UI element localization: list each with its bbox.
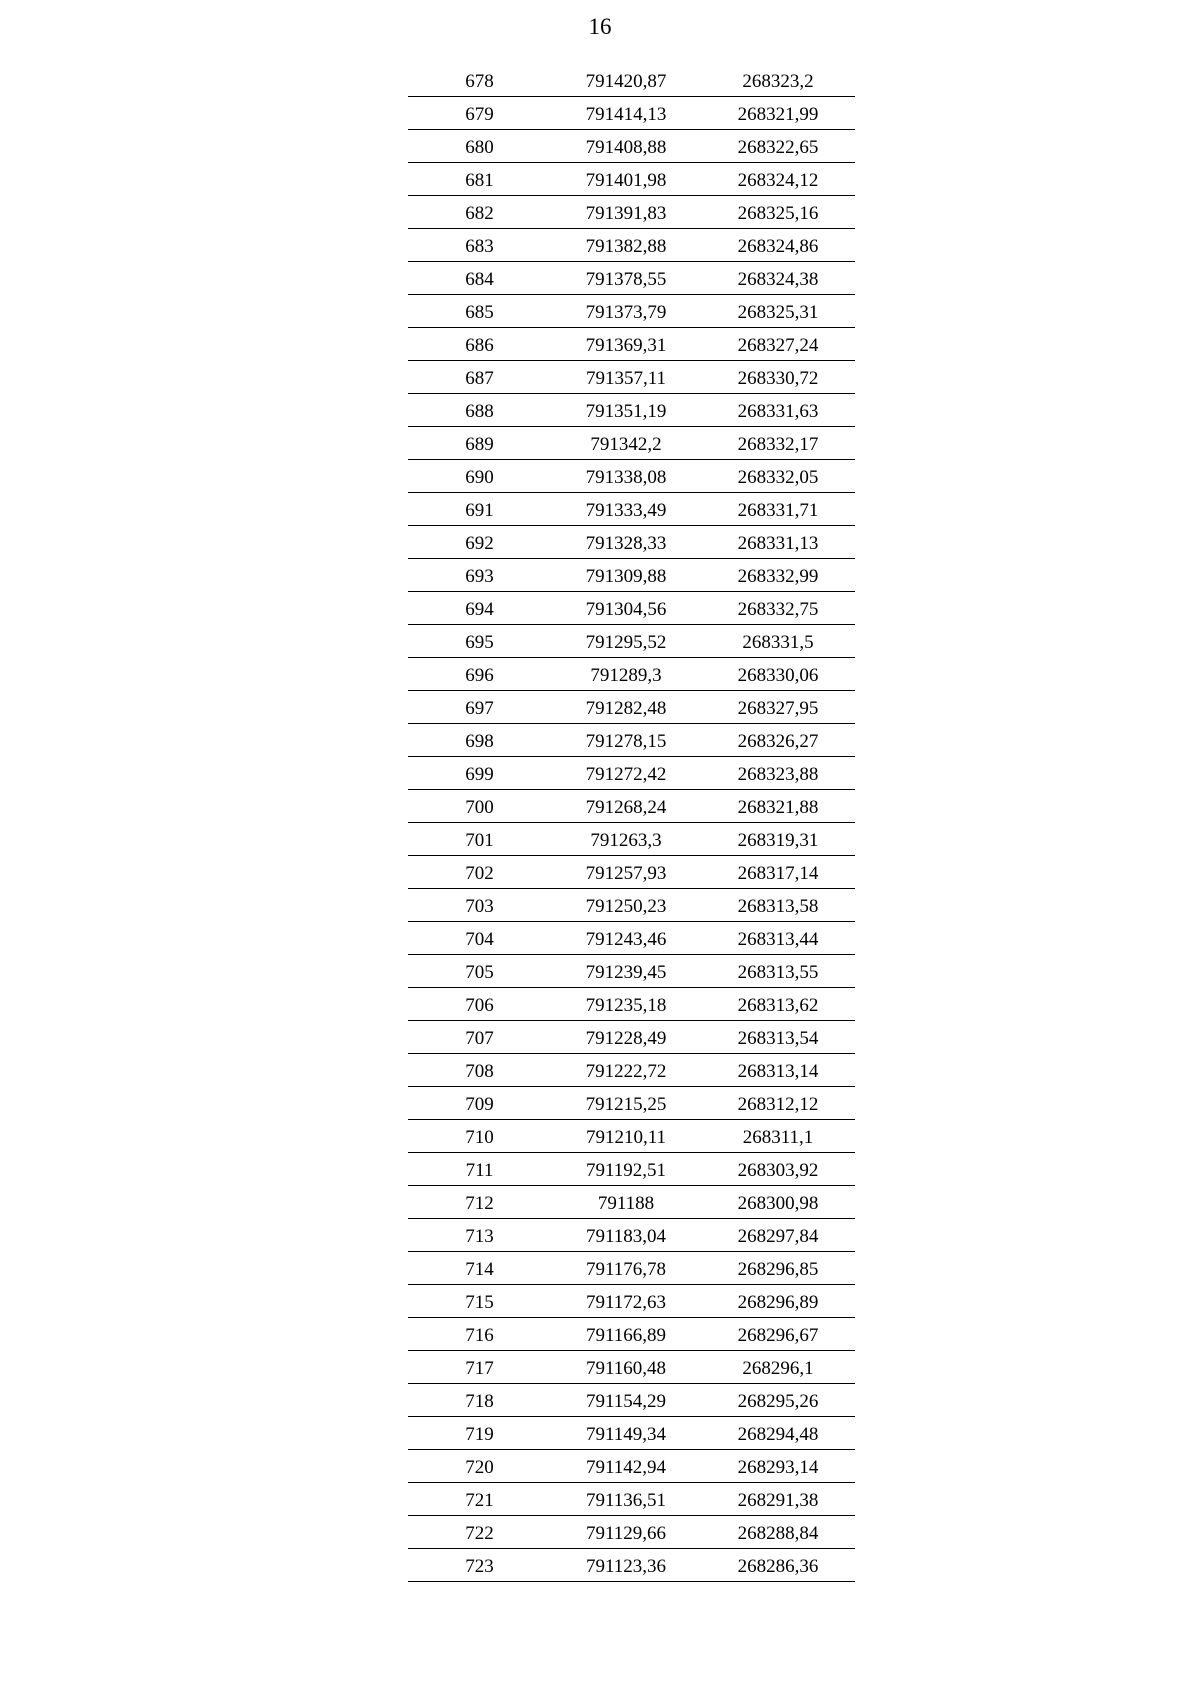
x-coordinate-cell: 791222,72 bbox=[585, 1061, 667, 1082]
point-number-cell: 689 bbox=[465, 434, 494, 455]
table-row bbox=[408, 427, 855, 460]
table-row bbox=[408, 1549, 855, 1582]
x-coordinate-cell: 791328,33 bbox=[585, 533, 667, 554]
point-number-cell: 678 bbox=[465, 71, 494, 92]
table-row bbox=[408, 1318, 855, 1351]
x-coordinate-cell: 791239,45 bbox=[585, 962, 667, 983]
y-coordinate-cell: 268327,95 bbox=[737, 698, 819, 719]
point-number-cell: 679 bbox=[465, 104, 494, 125]
x-coordinate-cell: 791243,46 bbox=[585, 929, 667, 950]
y-coordinate-cell: 268330,72 bbox=[737, 368, 819, 389]
point-number-cell: 693 bbox=[465, 566, 494, 587]
table-row bbox=[408, 1087, 855, 1120]
x-coordinate-cell: 791304,56 bbox=[585, 599, 667, 620]
point-number-cell: 680 bbox=[465, 137, 494, 158]
y-coordinate-cell: 268313,62 bbox=[737, 995, 819, 1016]
table-row bbox=[408, 1219, 855, 1252]
point-number-cell: 690 bbox=[465, 467, 494, 488]
x-coordinate-cell: 791188 bbox=[597, 1193, 655, 1214]
point-number-cell: 686 bbox=[465, 335, 494, 356]
point-number-cell: 699 bbox=[465, 764, 494, 785]
table-row bbox=[408, 955, 855, 988]
point-number-cell: 716 bbox=[465, 1325, 494, 1346]
y-coordinate-cell: 268288,84 bbox=[737, 1523, 819, 1544]
y-coordinate-cell: 268331,63 bbox=[737, 401, 819, 422]
point-number-cell: 681 bbox=[465, 170, 494, 191]
y-coordinate-cell: 268312,12 bbox=[737, 1094, 819, 1115]
x-coordinate-cell: 791378,55 bbox=[585, 269, 667, 290]
point-number-cell: 710 bbox=[465, 1127, 494, 1148]
point-number-cell: 703 bbox=[465, 896, 494, 917]
point-number-cell: 722 bbox=[465, 1523, 494, 1544]
point-number-cell: 717 bbox=[465, 1358, 494, 1379]
point-number-cell: 700 bbox=[465, 797, 494, 818]
point-number-cell: 707 bbox=[465, 1028, 494, 1049]
y-coordinate-cell: 268313,54 bbox=[737, 1028, 819, 1049]
y-coordinate-cell: 268319,31 bbox=[737, 830, 819, 851]
y-coordinate-cell: 268317,14 bbox=[737, 863, 819, 884]
y-coordinate-cell: 268321,88 bbox=[737, 797, 819, 818]
x-coordinate-cell: 791272,42 bbox=[585, 764, 667, 785]
y-coordinate-cell: 268297,84 bbox=[737, 1226, 819, 1247]
table-row bbox=[408, 724, 855, 757]
y-coordinate-cell: 268327,24 bbox=[737, 335, 819, 356]
table-row bbox=[408, 394, 855, 427]
point-number-cell: 714 bbox=[465, 1259, 494, 1280]
table-row bbox=[408, 196, 855, 229]
x-coordinate-cell: 791160,48 bbox=[585, 1358, 667, 1379]
point-number-cell: 695 bbox=[465, 632, 494, 653]
table-row bbox=[408, 625, 855, 658]
point-number-cell: 712 bbox=[465, 1193, 494, 1214]
point-number-cell: 701 bbox=[465, 830, 494, 851]
table-row bbox=[408, 922, 855, 955]
y-coordinate-cell: 268325,31 bbox=[737, 302, 819, 323]
point-number-cell: 723 bbox=[465, 1556, 494, 1577]
x-coordinate-cell: 791420,87 bbox=[585, 71, 667, 92]
x-coordinate-cell: 791369,31 bbox=[585, 335, 667, 356]
table-row bbox=[408, 1483, 855, 1516]
x-coordinate-cell: 791351,19 bbox=[585, 401, 667, 422]
table-row bbox=[408, 988, 855, 1021]
table-row bbox=[408, 1252, 855, 1285]
point-number-cell: 682 bbox=[465, 203, 494, 224]
y-coordinate-cell: 268331,71 bbox=[737, 500, 819, 521]
table-row bbox=[408, 856, 855, 889]
point-number-cell: 715 bbox=[465, 1292, 494, 1313]
x-coordinate-cell: 791257,93 bbox=[585, 863, 667, 884]
point-number-cell: 683 bbox=[465, 236, 494, 257]
x-coordinate-cell: 791176,78 bbox=[585, 1259, 667, 1280]
x-coordinate-cell: 791278,15 bbox=[585, 731, 667, 752]
x-coordinate-cell: 791215,25 bbox=[585, 1094, 667, 1115]
table-row bbox=[408, 493, 855, 526]
table-row bbox=[408, 1516, 855, 1549]
table-row bbox=[408, 889, 855, 922]
y-coordinate-cell: 268331,13 bbox=[737, 533, 819, 554]
x-coordinate-cell: 791123,36 bbox=[585, 1556, 667, 1577]
table-row bbox=[408, 1384, 855, 1417]
y-coordinate-cell: 268300,98 bbox=[737, 1193, 819, 1214]
table-row bbox=[408, 130, 855, 163]
point-number-cell: 711 bbox=[465, 1160, 494, 1181]
x-coordinate-cell: 791210,11 bbox=[585, 1127, 667, 1148]
y-coordinate-cell: 268332,99 bbox=[737, 566, 819, 587]
table-row bbox=[408, 1450, 855, 1483]
x-coordinate-cell: 791136,51 bbox=[585, 1490, 667, 1511]
point-number-cell: 702 bbox=[465, 863, 494, 884]
x-coordinate-cell: 791250,23 bbox=[585, 896, 667, 917]
y-coordinate-cell: 268332,75 bbox=[737, 599, 819, 620]
y-coordinate-cell: 268326,27 bbox=[737, 731, 819, 752]
table-row bbox=[408, 790, 855, 823]
table-row bbox=[408, 328, 855, 361]
y-coordinate-cell: 268313,44 bbox=[737, 929, 819, 950]
x-coordinate-cell: 791401,98 bbox=[585, 170, 667, 191]
x-coordinate-cell: 791282,48 bbox=[585, 698, 667, 719]
y-coordinate-cell: 268296,1 bbox=[742, 1358, 814, 1379]
point-number-cell: 685 bbox=[465, 302, 494, 323]
point-number-cell: 694 bbox=[465, 599, 494, 620]
point-number-cell: 705 bbox=[465, 962, 494, 983]
table-row bbox=[408, 691, 855, 724]
point-number-cell: 706 bbox=[465, 995, 494, 1016]
x-coordinate-cell: 791228,49 bbox=[585, 1028, 667, 1049]
x-coordinate-cell: 791192,51 bbox=[585, 1160, 667, 1181]
x-coordinate-cell: 791172,63 bbox=[585, 1292, 667, 1313]
y-coordinate-cell: 268296,89 bbox=[737, 1292, 819, 1313]
table-row bbox=[408, 1021, 855, 1054]
y-coordinate-cell: 268322,65 bbox=[737, 137, 819, 158]
y-coordinate-cell: 268323,88 bbox=[737, 764, 819, 785]
x-coordinate-cell: 791289,3 bbox=[590, 665, 662, 686]
y-coordinate-cell: 268313,58 bbox=[737, 896, 819, 917]
x-coordinate-cell: 791382,88 bbox=[585, 236, 667, 257]
x-coordinate-cell: 791408,88 bbox=[585, 137, 667, 158]
point-number-cell: 688 bbox=[465, 401, 494, 422]
y-coordinate-cell: 268293,14 bbox=[737, 1457, 819, 1478]
y-coordinate-cell: 268323,2 bbox=[742, 71, 814, 92]
table-row bbox=[408, 295, 855, 328]
y-coordinate-cell: 268324,12 bbox=[737, 170, 819, 191]
x-coordinate-cell: 791149,34 bbox=[585, 1424, 667, 1445]
x-coordinate-cell: 791268,24 bbox=[585, 797, 667, 818]
y-coordinate-cell: 268286,36 bbox=[737, 1556, 819, 1577]
table-row bbox=[408, 1153, 855, 1186]
x-coordinate-cell: 791391,83 bbox=[585, 203, 667, 224]
y-coordinate-cell: 268296,67 bbox=[737, 1325, 819, 1346]
table-row bbox=[408, 526, 855, 559]
table-row bbox=[408, 262, 855, 295]
y-coordinate-cell: 268295,26 bbox=[737, 1391, 819, 1412]
point-number-cell: 687 bbox=[465, 368, 494, 389]
point-number-cell: 704 bbox=[465, 929, 494, 950]
y-coordinate-cell: 268313,55 bbox=[737, 962, 819, 983]
x-coordinate-cell: 791235,18 bbox=[585, 995, 667, 1016]
page-number: 16 bbox=[588, 14, 612, 39]
x-coordinate-cell: 791166,89 bbox=[585, 1325, 667, 1346]
x-coordinate-cell: 791154,29 bbox=[585, 1391, 667, 1412]
y-coordinate-cell: 268324,38 bbox=[737, 269, 819, 290]
table-row bbox=[408, 97, 855, 130]
y-coordinate-cell: 268332,17 bbox=[737, 434, 819, 455]
x-coordinate-cell: 791414,13 bbox=[585, 104, 667, 125]
y-coordinate-cell: 268294,48 bbox=[737, 1424, 819, 1445]
y-coordinate-cell: 268291,38 bbox=[737, 1490, 819, 1511]
table-row bbox=[408, 559, 855, 592]
table-row bbox=[408, 823, 855, 856]
y-coordinate-cell: 268332,05 bbox=[737, 467, 819, 488]
point-number-cell: 697 bbox=[465, 698, 494, 719]
point-number-cell: 696 bbox=[465, 665, 494, 686]
x-coordinate-cell: 791263,3 bbox=[590, 830, 662, 851]
point-number-cell: 709 bbox=[465, 1094, 494, 1115]
table-row bbox=[408, 460, 855, 493]
x-coordinate-cell: 791309,88 bbox=[585, 566, 667, 587]
table-row bbox=[408, 757, 855, 790]
table-row bbox=[408, 1186, 855, 1219]
table-row bbox=[408, 1054, 855, 1087]
table-row bbox=[408, 658, 855, 691]
coordinates-table bbox=[408, 64, 855, 1582]
table-row bbox=[408, 361, 855, 394]
table-row bbox=[408, 1120, 855, 1153]
y-coordinate-cell: 268324,86 bbox=[737, 236, 819, 257]
y-coordinate-cell: 268330,06 bbox=[737, 665, 819, 686]
point-number-cell: 691 bbox=[465, 500, 494, 521]
x-coordinate-cell: 791142,94 bbox=[585, 1457, 667, 1478]
point-number-cell: 684 bbox=[465, 269, 494, 290]
table-row bbox=[408, 1285, 855, 1318]
y-coordinate-cell: 268321,99 bbox=[737, 104, 819, 125]
x-coordinate-cell: 791342,2 bbox=[590, 434, 662, 455]
point-number-cell: 721 bbox=[465, 1490, 494, 1511]
y-coordinate-cell: 268303,92 bbox=[737, 1160, 819, 1181]
x-coordinate-cell: 791333,49 bbox=[585, 500, 667, 521]
x-coordinate-cell: 791357,11 bbox=[585, 368, 667, 389]
point-number-cell: 720 bbox=[465, 1457, 494, 1478]
x-coordinate-cell: 791338,08 bbox=[585, 467, 667, 488]
table-row bbox=[408, 592, 855, 625]
y-coordinate-cell: 268313,14 bbox=[737, 1061, 819, 1082]
table-row bbox=[408, 163, 855, 196]
point-number-cell: 692 bbox=[465, 533, 494, 554]
x-coordinate-cell: 791373,79 bbox=[585, 302, 667, 323]
y-coordinate-cell: 268325,16 bbox=[737, 203, 819, 224]
y-coordinate-cell: 268331,5 bbox=[742, 632, 814, 653]
point-number-cell: 698 bbox=[465, 731, 494, 752]
point-number-cell: 713 bbox=[465, 1226, 494, 1247]
y-coordinate-cell: 268311,1 bbox=[742, 1127, 814, 1148]
table-row bbox=[408, 1417, 855, 1450]
x-coordinate-cell: 791295,52 bbox=[585, 632, 667, 653]
x-coordinate-cell: 791183,04 bbox=[585, 1226, 667, 1247]
table-row bbox=[408, 64, 855, 97]
table-row bbox=[408, 1351, 855, 1384]
point-number-cell: 718 bbox=[465, 1391, 494, 1412]
point-number-cell: 719 bbox=[465, 1424, 494, 1445]
point-number-cell: 708 bbox=[465, 1061, 494, 1082]
y-coordinate-cell: 268296,85 bbox=[737, 1259, 819, 1280]
table-row bbox=[408, 229, 855, 262]
x-coordinate-cell: 791129,66 bbox=[585, 1523, 667, 1544]
